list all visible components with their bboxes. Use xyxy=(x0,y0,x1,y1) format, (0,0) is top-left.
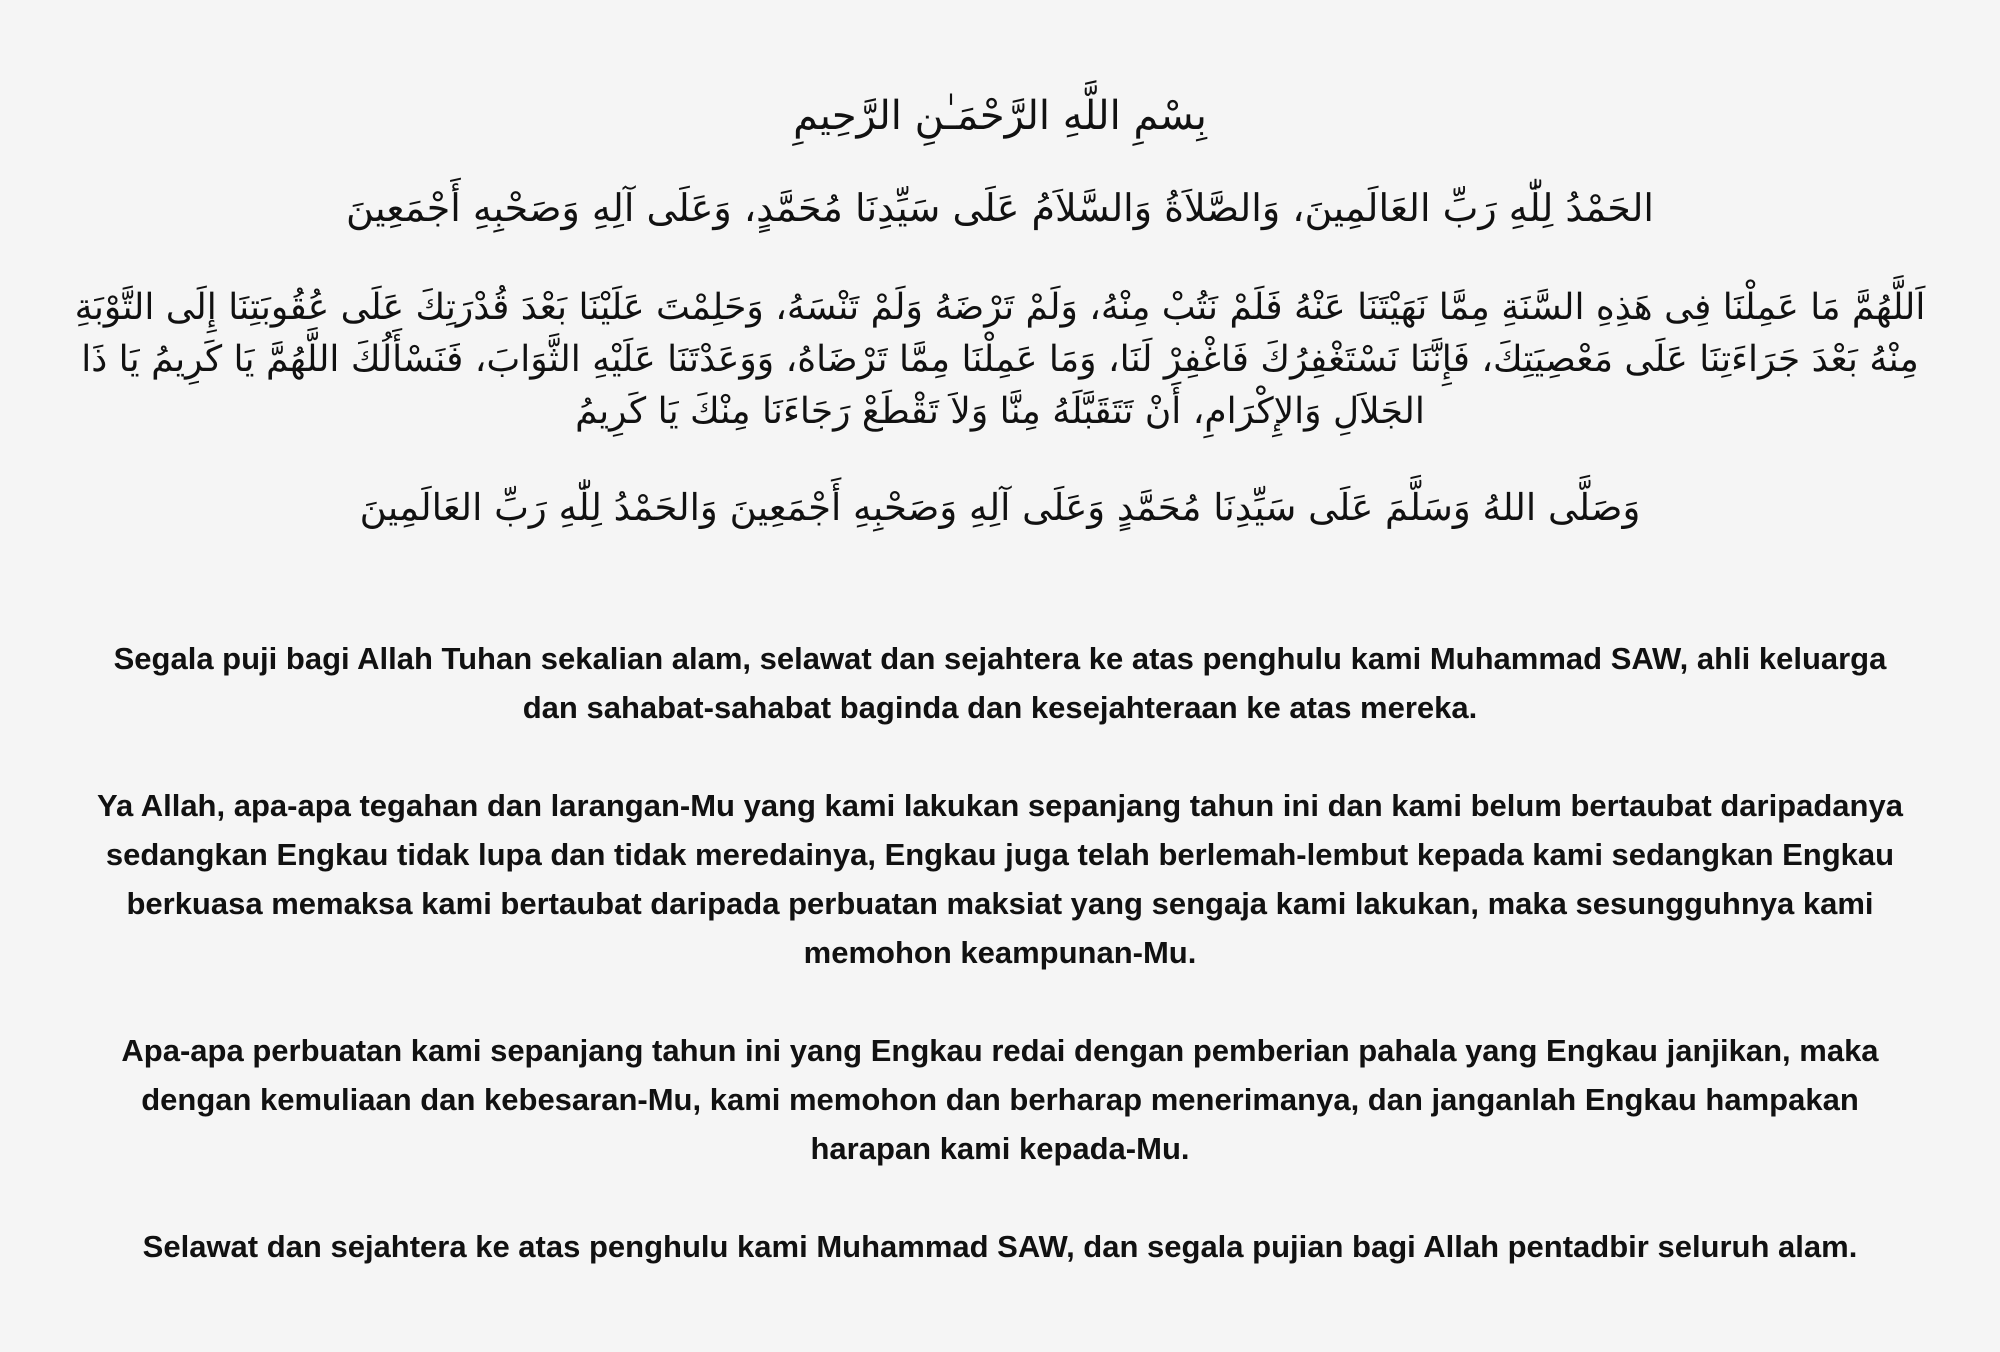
arabic-text-section xyxy=(70,80,1930,544)
malay-paragraph-acceptance: Apa-apa perbuatan kami sepanjang tahun ini yang Engkau redai dengan pemberian pahala yang Engkau janjikan, maka dengan kemuliaan dan kebesaran-Mu, kami memohon dan berharap menerimanya, dan janganlah Engkau hampakan harapan kami kepada-Mu. xyxy=(121,1033,1879,1166)
malay-paragraph-repentance: Ya Allah, apa-apa tegahan dan larangan-Mu yang kami lakukan sepanjang tahun ini dan kami belum bertaubat daripadanya sedangkan Engkau tidak lupa dan tidak meredainya, Engkau juga telah berlemah-lembut kepada kami sedangkan Engkau berkuasa memaksa kami bertaubat daripada perbuatan maksiat yang sengaja kami lakukan, maka sesungguhnya kami memohon keampunan-Mu. xyxy=(97,788,1903,970)
arabic-closing-salawat: وَصَلَّى اللهُ وَسَلَّمَ عَلَى سَيِّدِنَا مُحَمَّدٍ وَعَلَى آلِهِ وَصَحْبِهِ أَجْمَعِينَ وَالحَمْدُ لِلّٰهِ رَبِّ العَالَمِينَ xyxy=(359,486,1641,529)
malay-translation-section xyxy=(70,634,1930,1271)
malay-paragraph-praise: Segala puji bagi Allah Tuhan sekalian alam, selawat dan sejahtera ke atas penghulu kami Muhammad SAW, ahli keluarga dan sahabat-sahabat baginda dan kesejahteraan ke atas mereka. xyxy=(113,641,1887,725)
basmalah-heading: بِسْمِ اللَّهِ الرَّحْمَـٰنِ الرَّحِيمِ xyxy=(793,93,1207,139)
malay-paragraph-closing: Selawat dan sejahtera ke atas penghulu kami Muhammad SAW, dan segala pujian bagi Allah pentadbir seluruh alam. xyxy=(142,1229,1858,1264)
arabic-dua-paragraph: اَللَّهُمَّ مَا عَمِلْنَا فِى هَذِهِ السَّنَةِ مِمَّا نَهَيْتَنَا عَنْهُ فَلَمْ نَتُبْ مِنْهُ، وَلَمْ تَرْضَهُ وَلَمْ تَنْسَهُ، وَحَلِمْتَ عَلَيْنَا بَعْدَ قُدْرَتِكَ عَلَى عُقُوبَتِنَا إِلَى التَّوْبَةِ مِنْهُ بَعْدَ جَرَاءَتِنَا عَلَى مَعْصِيَتِكَ، فَإِنَّنَا نَسْتَغْفِرُكَ فَاغْفِرْ لَنَا، وَمَا عَمِلْنَا مِمَّا تَرْضَاهُ، وَوَعَدْتَنَا عَلَيْهِ الثَّوَابَ، فَنَسْأَلُكَ اللَّهُمَّ يَا كَرِيمُ يَا ذَا الجَلاَلِ وَالإِكْرَامِ، أَنْ تَتَقَبَّلَهُ مِنَّا وَلاَ تَقْطَعْ رَجَاءَنَا مِنْكَ يَا كَرِيمُ xyxy=(74,287,1926,432)
arabic-opening-praise: الحَمْدُ لِلّٰهِ رَبِّ العَالَمِينَ، وَالصَّلاَةُ وَالسَّلاَمُ عَلَى سَيِّدِنَا مُحَمَّدٍ، وَعَلَى آلِهِ وَصَحْبِهِ أَجْمَعِينَ xyxy=(346,186,1654,230)
